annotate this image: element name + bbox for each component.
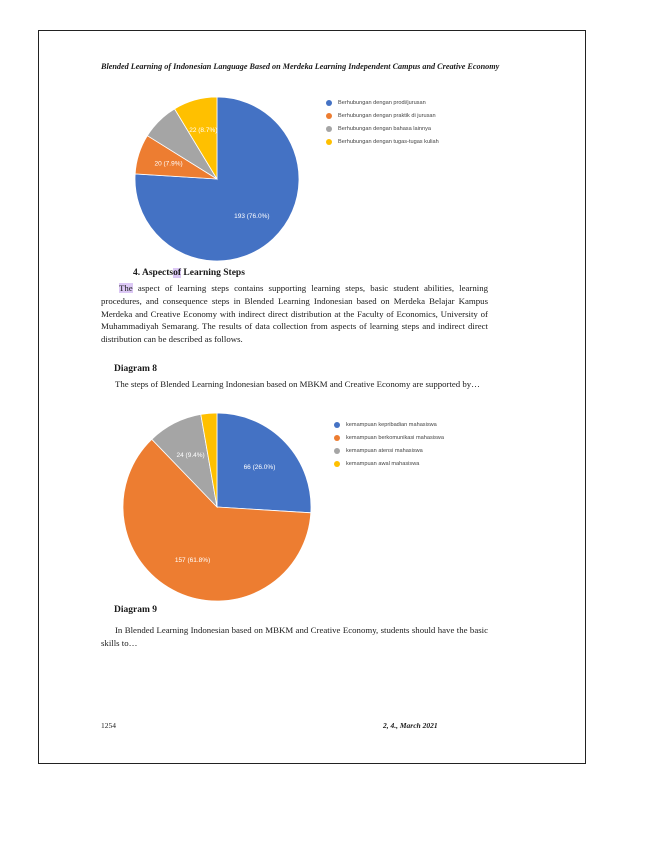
legend-2-label-3: kemampuan awal mahasiswa bbox=[346, 460, 420, 467]
legend-2-label-1: kemampuan berkomunikasi mahasiswa bbox=[346, 434, 444, 441]
legend-1-swatch-3 bbox=[326, 139, 332, 145]
section-heading bbox=[133, 268, 245, 278]
legend-1-item-0 bbox=[326, 96, 439, 109]
pie-1-slice-label-1: 20 (7.9%) bbox=[154, 160, 183, 168]
legend-1-label-2: Berhubungan dengan bahasa lainnya bbox=[338, 125, 431, 132]
legend-2-swatch-1 bbox=[334, 435, 340, 441]
pie-chart-2 bbox=[110, 412, 325, 602]
legend-2-swatch-2 bbox=[334, 448, 340, 454]
diagram-9-label: Diagram 9 bbox=[114, 605, 158, 615]
paragraph-2: The steps of Blended Learning Indonesian based on MBKM and Creative Economy are supported by… bbox=[115, 379, 480, 389]
section-title-rest: Learning Steps bbox=[183, 268, 245, 278]
legend-1-swatch-2 bbox=[326, 126, 332, 132]
legend-2-label-2: kemampuan atensi mahasiswa bbox=[346, 447, 423, 454]
legend-2-label-0: kemampuan kepribadian mahasiswa bbox=[346, 421, 437, 428]
legend-1-label-3: Berhubungan dengan tugas-tugas kuliah bbox=[338, 138, 439, 145]
legend-1-swatch-0 bbox=[326, 100, 332, 106]
section-title-part: Aspects bbox=[141, 268, 174, 278]
running-head: Blended Learning of Indonesian Language Based on Merdeka Learning Independent Campus and Creative Economy bbox=[101, 62, 500, 71]
legend-2-item-0 bbox=[334, 418, 444, 431]
legend-1-label-1: Berhubungan dengan praktik di jurusan bbox=[338, 112, 436, 119]
issue-info: 2, 4., March 2021 bbox=[383, 721, 438, 730]
pie-2-slice-label-0: 66 (26.0%) bbox=[243, 464, 276, 472]
paragraph-1-highlight: The bbox=[119, 283, 133, 293]
legend-1-swatch-1 bbox=[326, 113, 332, 119]
pie-2-slice-label-2: 24 (9.4%) bbox=[176, 452, 205, 460]
paragraph-3: In Blended Learning Indonesian based on MBKM and Creative Economy, students should have the basic skills to… bbox=[101, 625, 488, 648]
legend-2-item-3 bbox=[334, 457, 444, 470]
paragraph-1 bbox=[101, 282, 488, 346]
chart-2-legend bbox=[334, 418, 444, 470]
pie-1-slice-label-3: 22 (8.7%) bbox=[189, 127, 218, 135]
pie-2-slice-label-1: 157 (61.8%) bbox=[174, 556, 211, 564]
legend-1-item-3 bbox=[326, 135, 439, 148]
legend-1-label-0: Berhubungan dengan prodi/jurusan bbox=[338, 99, 426, 106]
diagram-8-label: Diagram 8 bbox=[114, 364, 158, 374]
paragraph-1-text: aspect of learning steps contains supporting learning steps, basic student abilities, learning procedures, and consequence steps in Blended Learning Indonesian based on Merdeka Belajar Kampus Merdeka and Creative Economy with indirect direct distribution at the Faculty of Economics, University of Muhammadiyah Semarang. The results of data collection from aspects of learning steps and indirect direct distribution can be described as follows. bbox=[101, 283, 488, 345]
legend-1-item-1 bbox=[326, 109, 439, 122]
legend-2-swatch-0 bbox=[334, 422, 340, 428]
pie-chart-1 bbox=[125, 92, 315, 262]
legend-1-item-2 bbox=[326, 122, 439, 135]
legend-2-item-1 bbox=[334, 431, 444, 444]
legend-2-swatch-3 bbox=[334, 461, 340, 467]
section-title-highlight: of bbox=[173, 268, 182, 278]
pie-1-slice-label-0: 193 (76.0%) bbox=[234, 213, 270, 221]
legend-2-item-2 bbox=[334, 444, 444, 457]
page-number: 1254 bbox=[101, 721, 116, 730]
section-number: 4. bbox=[133, 268, 141, 278]
pie-2-slice-0 bbox=[217, 413, 311, 513]
chart-1-legend bbox=[326, 96, 439, 148]
